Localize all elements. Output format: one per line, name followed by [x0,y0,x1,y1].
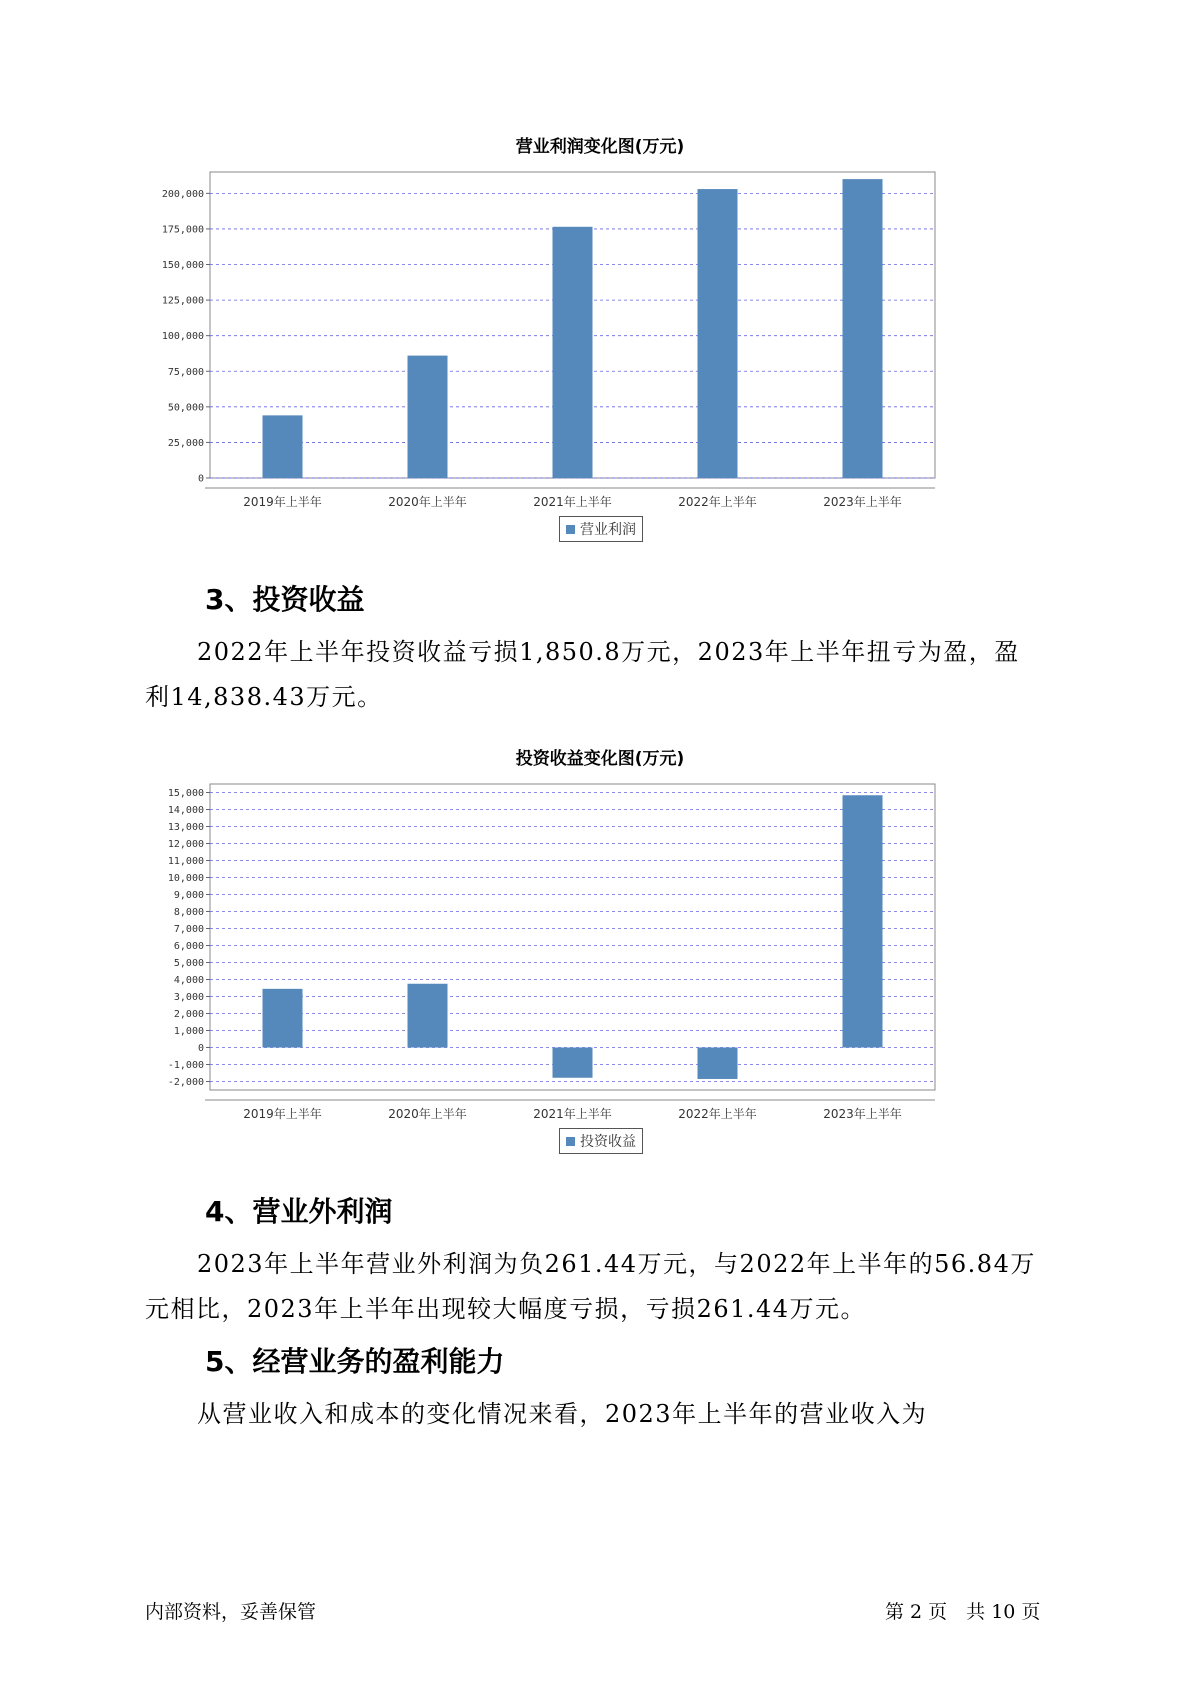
x-tick-label: 2021年上半年 [533,495,612,509]
y-tick-label: -2,000 [167,1077,204,1088]
x-tick-label: 2019年上半年 [243,495,322,509]
section-3-paragraph [145,630,1070,720]
y-tick-label: 5,000 [173,958,204,969]
chart-legend [559,516,643,542]
y-tick-label: 14,000 [167,805,204,816]
paragraph-line: 2022年上半年投资收益亏损1,850.8万元，2023年上半年扭亏为盈，盈 [197,638,1020,666]
paragraph-line: 利14,838.43万元。 [145,683,383,711]
y-tick-label: 75,000 [167,366,204,378]
investment-income-chart [150,742,1050,1162]
x-tick-label: 2019年上半年 [243,1107,322,1121]
paragraph-line: 从营业收入和成本的变化情况来看，2023年上半年的营业收入为 [197,1400,928,1428]
x-tick-label: 2023年上半年 [823,1107,902,1121]
y-tick-label: 1,000 [173,1026,204,1037]
bar [843,179,883,478]
y-tick-label: 10,000 [167,873,204,884]
chart-title: 营业利润变化图(万元) [515,137,685,157]
y-tick-label: 100,000 [161,331,204,343]
y-tick-label: 13,000 [167,822,204,833]
bar [408,356,448,478]
bar [263,989,303,1048]
x-tick-label: 2022年上半年 [678,1107,757,1121]
x-tick-label: 2022年上半年 [678,495,757,509]
footer-page-number: 第 2 页 共 10 页 [885,1601,1041,1623]
bar [698,1048,738,1079]
paragraph-line: 2023年上半年营业外利润为负261.44万元，与2022年上半年的56.84万 [197,1250,1036,1278]
y-tick-label: 6,000 [173,941,204,952]
y-tick-label: 0 [197,1043,204,1054]
legend-swatch-icon [566,525,575,534]
operating-profit-plot [150,160,1050,560]
y-tick-label: 8,000 [173,907,204,918]
y-tick-label: 4,000 [173,975,204,986]
y-tick-label: 3,000 [173,992,204,1003]
x-tick-label: 2023年上半年 [823,495,902,509]
x-tick-label: 2021年上半年 [533,1107,612,1121]
bar [843,795,883,1047]
y-tick-label: 11,000 [167,856,204,867]
y-tick-label: 25,000 [167,437,204,449]
section-3-heading: 3、投资收益 [205,583,365,616]
legend-label: 投资收益 [580,1134,636,1150]
section-5-paragraph [145,1392,1070,1437]
section-4-heading: 4、营业外利润 [205,1195,393,1228]
chart-legend [559,1128,643,1154]
legend-label: 营业利润 [580,522,636,538]
bar [698,189,738,478]
y-tick-label: 200,000 [161,188,204,200]
y-tick-label: 2,000 [173,1009,204,1020]
x-tick-label: 2020年上半年 [388,1107,467,1121]
y-tick-label: 12,000 [167,839,204,850]
bar [408,984,448,1048]
operating-profit-chart [150,130,1050,550]
y-tick-label: 15,000 [167,788,204,799]
x-tick-label: 2020年上半年 [388,495,467,509]
plot-frame [210,784,935,1090]
bar [553,227,593,478]
y-tick-label: 150,000 [161,260,204,272]
chart-title: 投资收益变化图(万元) [515,749,685,769]
section-5-heading: 5、经营业务的盈利能力 [205,1345,505,1378]
investment-income-plot [150,772,1050,1172]
section-4-paragraph [145,1242,1070,1332]
y-tick-label: 50,000 [167,402,204,414]
paragraph-line: 元相比，2023年上半年出现较大幅度亏损，亏损261.44万元。 [145,1295,867,1323]
y-tick-label: 125,000 [161,295,204,307]
bar [263,415,303,478]
bar [553,1048,593,1078]
y-tick-label: -1,000 [167,1060,204,1071]
y-tick-label: 9,000 [173,890,204,901]
legend-swatch-icon [566,1137,575,1146]
y-tick-label: 175,000 [161,224,204,236]
y-tick-label: 7,000 [173,924,204,935]
footer-confidential: 内部资料，妥善保管 [145,1601,317,1623]
y-tick-label: 0 [197,473,204,485]
